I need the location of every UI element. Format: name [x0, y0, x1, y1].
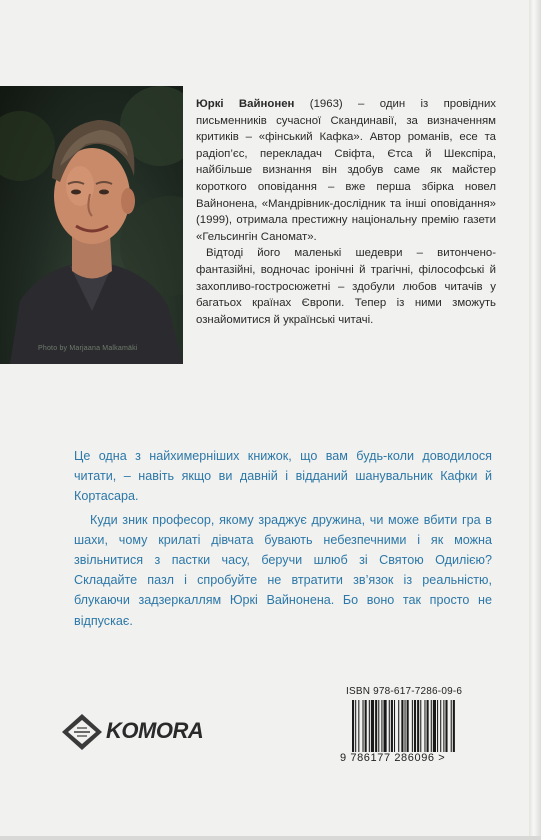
- author-name: Юркі Вайнонен: [196, 98, 295, 110]
- barcode-bar: [398, 700, 399, 752]
- bottom-edge: [0, 836, 541, 840]
- spine-edge: [529, 0, 541, 840]
- barcode-bar: [420, 700, 421, 752]
- barcode-bar: [433, 700, 436, 752]
- barcode-bar: [391, 700, 393, 752]
- author-bio: [196, 96, 496, 328]
- publisher-logo: [60, 712, 230, 752]
- barcode-bar: [389, 700, 390, 752]
- bio-paragraph-1-text: (1963) – один із провідних письменників сучасної Скандинавії, за визначенням критиків – «фінський Кафка». Автор романів, есе та радіоп’єс, перекладач Свіфта, Єтса й Шекспіра, найбільше визнання він здобув саме як майстер короткого оповідання – вже перша збірка новел Вайнонена, «Мандрівник-дослідник та інші оповідання» (1999), отримала престижну національну премію газети «Гельсингін Саномат».: [196, 98, 496, 243]
- barcode-bar: [414, 700, 416, 752]
- barcode-bar: [384, 700, 387, 752]
- publisher-name: KOMORA: [106, 718, 204, 743]
- bio-paragraph-2: Відтоді його маленькі шедеври – витончено-фантазійні, водночас іронічні й трагічні, філософські й захопливо-гостросюжетні – здобули любов читачів у багатьох країнах Європи. Тепер із ними зможуть ознайомитися й українські читачі.: [196, 247, 496, 326]
- blurb-paragraph-2: Куди зник професор, якому зраджує дружина, чи може вбити гра в шахи, чому крилаті дівчата бувають небезпечними і як можна звільнитися з пастки часу, беручи шлюб зі Святою Одилією? Складайте пазл і спробуйте не втратити зв’язок із реальністю, блукаючи задзеркаллям Юркі Вайнонена. Бо воно так просто не відпускає.: [74, 512, 492, 628]
- photo-credit: Photo by Marjaana Malkamäki: [38, 345, 138, 352]
- barcode-bar: [355, 700, 356, 752]
- barcode-bar: [451, 700, 452, 752]
- barcode-bar: [371, 700, 374, 752]
- barcode-bar: [453, 700, 455, 752]
- barcode-bar: [401, 700, 403, 752]
- barcode-bar: [407, 700, 409, 752]
- barcode-bar: [443, 700, 444, 752]
- book-diamond-icon: [60, 712, 104, 752]
- barcode-bar: [381, 700, 382, 752]
- barcode-block: [340, 686, 512, 772]
- barcode-bar: [437, 700, 438, 752]
- barcode-bar: [431, 700, 432, 752]
- book-blurb: [74, 446, 492, 631]
- author-portrait-illustration: [0, 86, 183, 364]
- barcode-bars: [350, 700, 500, 752]
- barcode-bar: [358, 700, 359, 752]
- blurb-paragraph-1: Це одна з найхимерніших книжок, що вам будь-коли доводилося читати, – навіть якщо ви давній і відданий шанувальник Кафки й Кортасара.: [74, 449, 492, 504]
- barcode-bar: [424, 700, 425, 752]
- barcode-bar: [369, 700, 370, 752]
- barcode-bar: [365, 700, 367, 752]
- isbn-label: ISBN 978-617-7286-09-6: [346, 686, 463, 697]
- barcode-bar: [412, 700, 413, 752]
- author-photo: [0, 86, 183, 364]
- barcode-bar: [405, 700, 406, 752]
- barcode-bar: [445, 700, 447, 752]
- barcode-bar: [394, 700, 395, 752]
- barcode-bar: [375, 700, 377, 752]
- barcode-bar: [352, 700, 354, 752]
- bio-paragraph-1: [196, 96, 496, 245]
- barcode-bar: [427, 700, 429, 752]
- barcode-bar: [417, 700, 419, 752]
- barcode-bar: [440, 700, 441, 752]
- barcode-bar: [363, 700, 364, 752]
- barcode-bar: [378, 700, 379, 752]
- barcode-digits: 9 786177 286096 >: [340, 752, 446, 764]
